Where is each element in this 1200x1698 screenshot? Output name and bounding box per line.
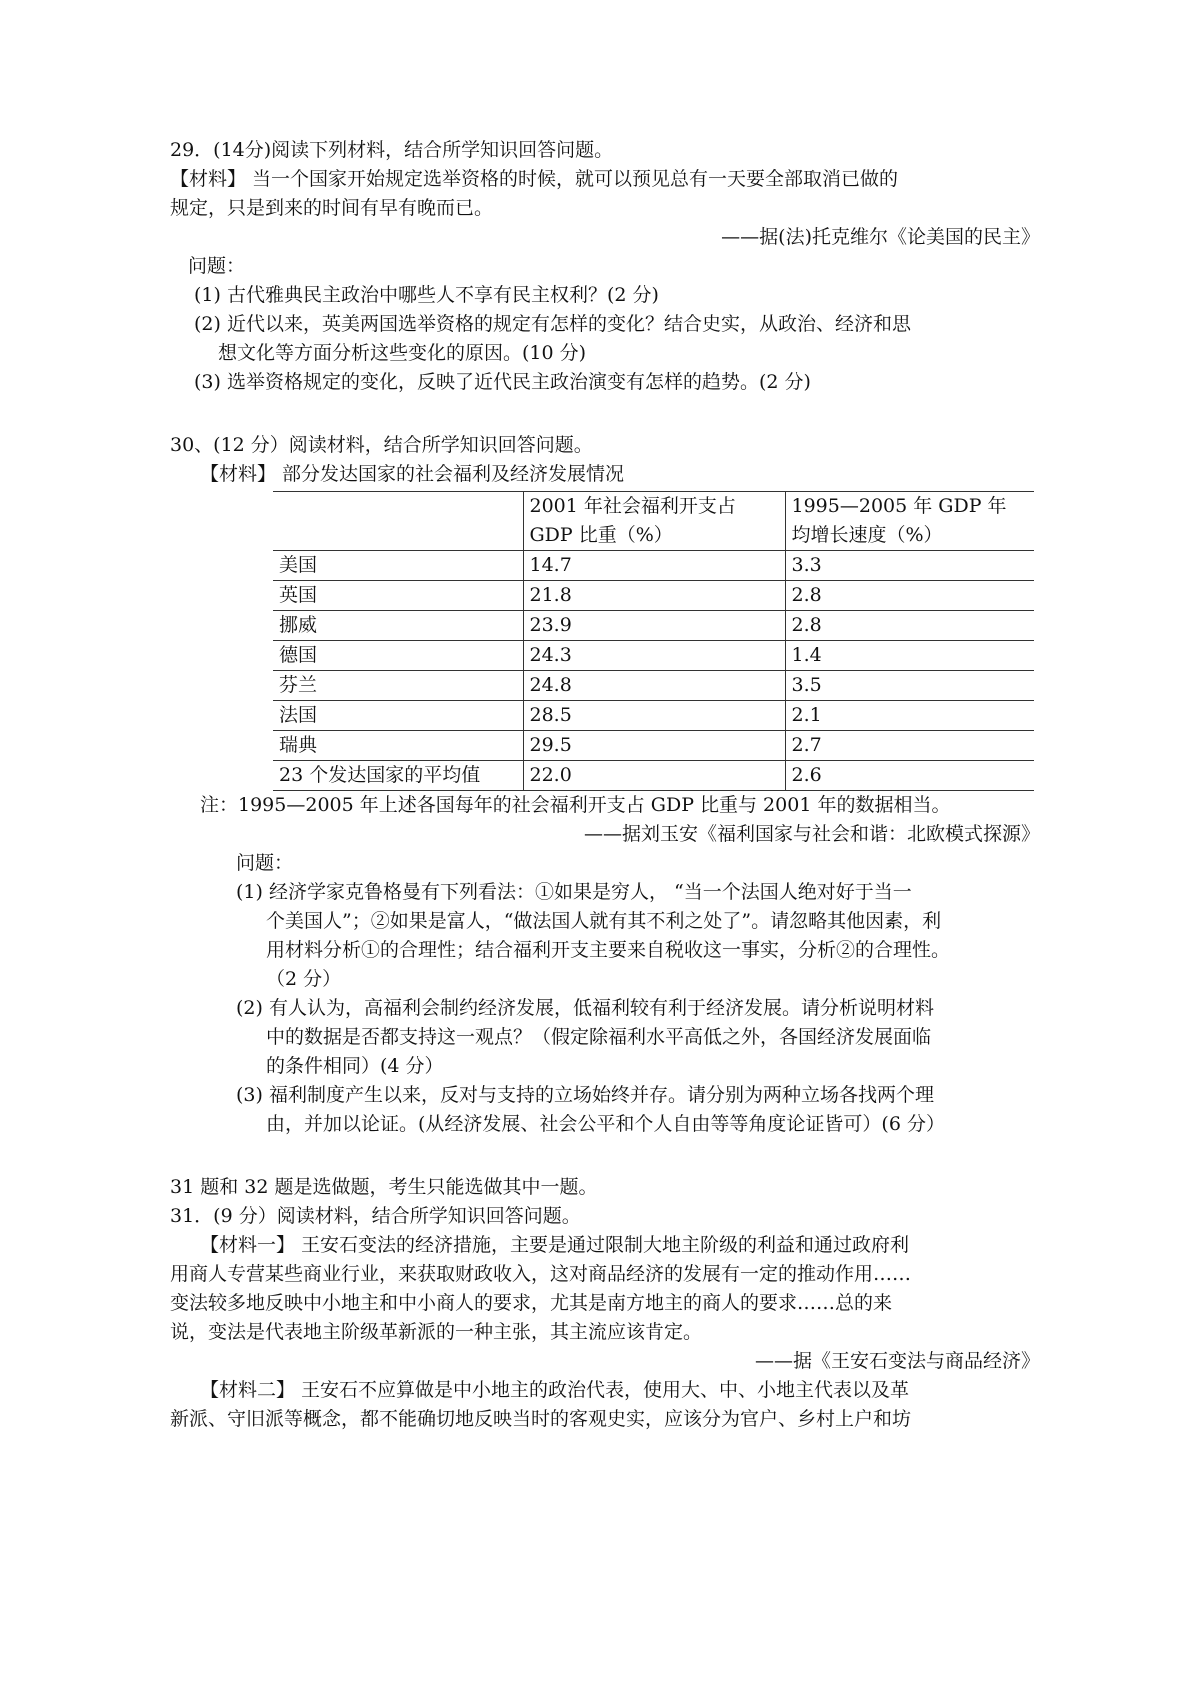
table-cell-growth: 2.6: [785, 761, 1034, 791]
question-30: [170, 431, 1040, 1139]
table-cell-growth: 2.8: [785, 581, 1034, 611]
q31-material1-source: ——据《王安石变法与商品经济》: [754, 1350, 1040, 1372]
q30-note: 注：1995—2005 年上述各国每年的社会福利开支占 GDP 比重与 2001 年的数据相当。: [200, 794, 951, 816]
table-cell-growth: 1.4: [785, 641, 1034, 671]
table-header-blank: [273, 492, 523, 551]
q31-material1-line1: 【材料一】 王安石变法的经济措施，主要是通过限制大地主阶级的利益和通过政府利: [200, 1234, 910, 1256]
table-cell-country: 挪威: [273, 611, 523, 641]
q30-question-3-line1: (3) 福利制度产生以来，反对与支持的立场始终并存。请分别为两种立场各找两个理: [236, 1084, 934, 1106]
q29-source: ——据(法)托克维尔《论美国的民主》: [721, 226, 1040, 248]
question-31: [170, 1173, 1040, 1434]
q31-material1-line2: 用商人专营某些商业行业，来获取财政收入，这对商品经济的发展有一定的推动作用……: [170, 1263, 912, 1285]
q30-material-caption: 【材料】 部分发达国家的社会福利及经济发展情况: [200, 463, 625, 485]
q30-title: 30、(12 分）阅读材料，结合所学知识回答问题。: [170, 434, 593, 456]
table-cell-country: 英国: [273, 581, 523, 611]
table-cell-welfare: 14.7: [523, 551, 785, 581]
welfare-table-wrapper: [170, 491, 1040, 791]
q29-question-3: (3) 选举资格规定的变化，反映了近代民主政治演变有怎样的趋势。(2 分): [194, 371, 811, 393]
table-cell-growth: 2.7: [785, 731, 1034, 761]
table-header-welfare-line2: GDP 比重（%）: [529, 524, 673, 546]
table-cell-country: 美国: [273, 551, 523, 581]
q30-questions-label: 问题：: [236, 852, 294, 874]
table-row: [273, 641, 1034, 671]
q31-title: 31．(9 分）阅读材料，结合所学知识回答问题。: [170, 1205, 581, 1227]
table-cell-country: 法国: [273, 701, 523, 731]
q30-question-2-line2: 中的数据是否都支持这一观点？（假定除福利水平高低之外，各国经济发展面临: [266, 1026, 932, 1048]
welfare-table: [273, 491, 1034, 791]
q31-material1-line4: 说，变法是代表地主阶级革新派的一种主张，其主流应该肯定。: [170, 1321, 703, 1343]
q29-question-2-line1: (2) 近代以来，英美两国选举资格的规定有怎样的变化？结合史实，从政治、经济和思: [194, 313, 911, 335]
q31-material2-line1: 【材料二】 王安石不应算做是中小地主的政治代表，使用大、中、小地主代表以及革: [200, 1379, 910, 1401]
q29-question-2-line2: 想文化等方面分析这些变化的原因。(10 分): [218, 342, 587, 364]
q29-material-line2: 规定，只是到来的时间有早有晚而已。: [170, 197, 494, 219]
table-cell-welfare: 23.9: [523, 611, 785, 641]
q30-question-1-line3: 用材料分析①的合理性；结合福利开支主要来自税收这一事实，分析②的合理性。: [266, 939, 951, 961]
table-cell-growth: 2.1: [785, 701, 1034, 731]
table-cell-country: 瑞典: [273, 731, 523, 761]
table-header-growth-line1: 1995—2005 年 GDP 年: [791, 495, 1007, 517]
q30-question-1-line2: 个美国人”；②如果是富人，“做法国人就有其不利之处了”。请忽略其他因素，利: [266, 910, 942, 932]
q29-questions-label: 问题：: [188, 255, 246, 277]
table-row: [273, 581, 1034, 611]
table-cell-welfare: 28.5: [523, 701, 785, 731]
table-cell-growth: 3.3: [785, 551, 1034, 581]
q31-material2-line2: 新派、守旧派等概念，都不能确切地反映当时的客观史实，应该分为官户、乡村上户和坊: [170, 1408, 912, 1430]
q29-material-line1: 【材料】 当一个国家开始规定选举资格的时候，就可以预见总有一天要全部取消已做的: [170, 168, 899, 190]
q30-source: ——据刘玉安《福利国家与社会和谐：北欧模式探源》: [583, 823, 1040, 845]
table-header-growth-line2: 均增长速度（%）: [791, 524, 943, 546]
q29-question-1: (1) 古代雅典民主政治中哪些人不享有民主权利？(2 分): [194, 284, 659, 306]
table-row: [273, 701, 1034, 731]
table-cell-country: 23 个发达国家的平均值: [273, 761, 523, 791]
table-cell-welfare: 21.8: [523, 581, 785, 611]
table-header-row: [273, 492, 1034, 551]
table-cell-welfare: 24.8: [523, 671, 785, 701]
table-cell-country: 芬兰: [273, 671, 523, 701]
q30-question-1-line1: (1) 经济学家克鲁格曼有下列看法：①如果是穷人， “当一个法国人绝对好于当一: [236, 881, 912, 903]
table-cell-growth: 2.8: [785, 611, 1034, 641]
table-row: [273, 671, 1034, 701]
table-header-gdp-growth: [785, 492, 1034, 551]
table-cell-welfare: 22.0: [523, 761, 785, 791]
q30-question-2-line1: (2) 有人认为，高福利会制约经济发展，低福利较有利于经济发展。请分析说明材料: [236, 997, 934, 1019]
table-row: [273, 731, 1034, 761]
table-row: [273, 761, 1034, 791]
table-header-welfare: [523, 492, 785, 551]
table-row: [273, 611, 1034, 641]
table-cell-country: 德国: [273, 641, 523, 671]
q29-title: 29．(14分)阅读下列材料，结合所学知识回答问题。: [170, 139, 614, 161]
q30-question-1-line4: （2 分）: [266, 968, 342, 990]
table-cell-welfare: 24.3: [523, 641, 785, 671]
table-header-welfare-line1: 2001 年社会福利开支占: [529, 495, 736, 517]
q31-material1-line3: 变法较多地反映中小地主和中小商人的要求，尤其是南方地主的商人的要求……总的来: [170, 1292, 893, 1314]
table-cell-growth: 3.5: [785, 671, 1034, 701]
q30-question-3-line2: 由，并加以论证。(从经济发展、社会公平和个人自由等等角度论证皆可）(6 分）: [266, 1113, 945, 1135]
question-29: [170, 136, 1040, 397]
q30-question-2-line3: 的条件相同）(4 分）: [266, 1055, 444, 1077]
elective-note: 31 题和 32 题是选做题，考生只能选做其中一题。: [170, 1176, 598, 1198]
table-cell-welfare: 29.5: [523, 731, 785, 761]
table-row: [273, 551, 1034, 581]
